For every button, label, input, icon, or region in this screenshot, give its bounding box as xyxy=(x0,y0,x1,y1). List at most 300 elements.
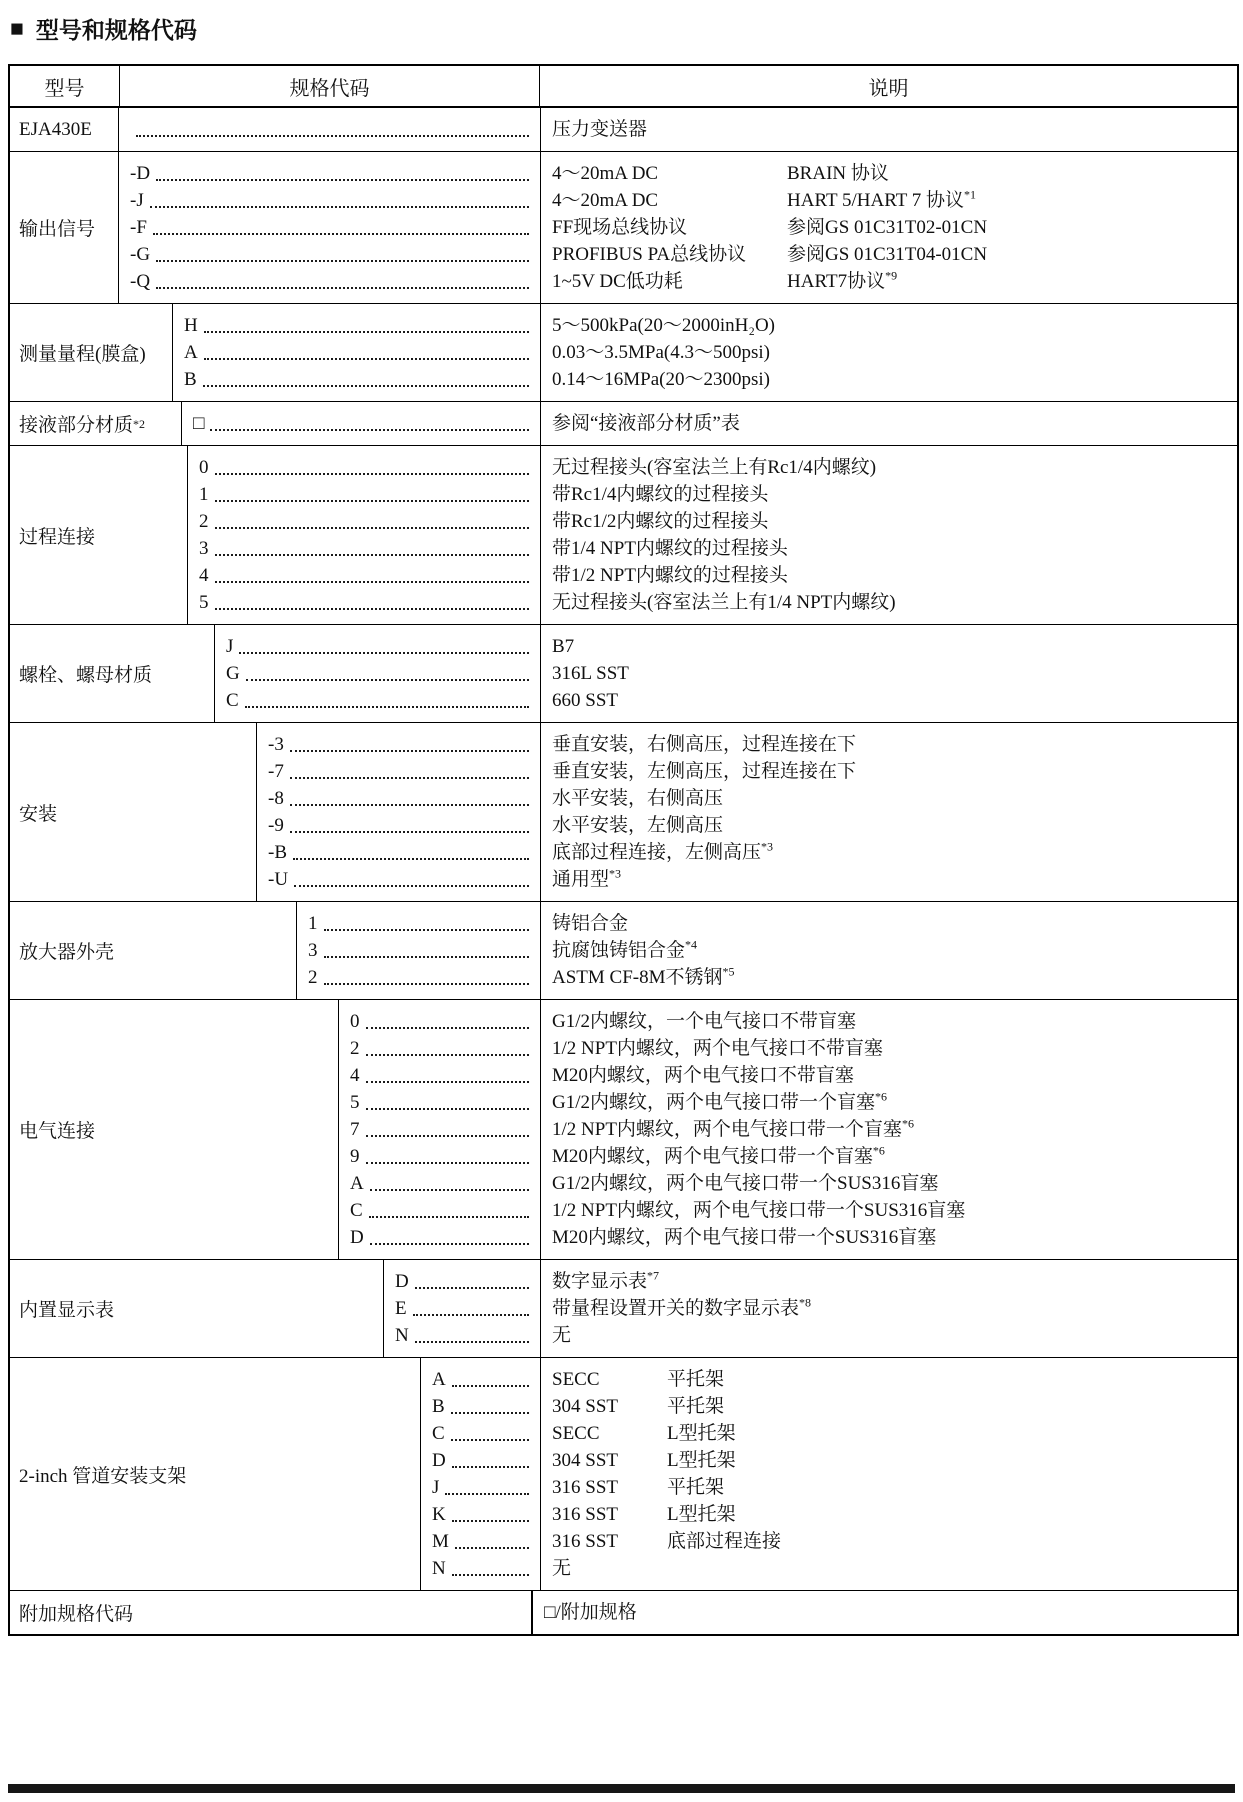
description-text: 无过程接头(容室法兰上有1/4 NPT内螺纹) xyxy=(552,592,896,613)
row-label: 过程连接 xyxy=(19,526,96,548)
dot-leader xyxy=(446,1555,532,1582)
spec-code: 1 xyxy=(308,913,318,934)
row-desc-cell xyxy=(540,446,1237,624)
code-line xyxy=(130,214,532,241)
dot-leader xyxy=(150,268,532,295)
dot-leader xyxy=(209,535,533,562)
spec-code: -Q xyxy=(130,271,151,292)
row-code-cell xyxy=(384,1260,540,1357)
description-line xyxy=(552,508,1231,535)
dot-leader xyxy=(209,454,533,481)
description-text: 0.14～16MPa(20～2300psi) xyxy=(552,369,770,390)
spec-code: N xyxy=(432,1558,446,1579)
row-label: 放大器外壳 xyxy=(19,942,115,963)
dot-leader xyxy=(198,339,532,366)
description-text: □/附加规格 xyxy=(544,1602,637,1623)
code-line xyxy=(432,1528,532,1555)
description-text: 通用型 xyxy=(552,869,610,890)
description-text: G1/2内螺纹，一个电气接口不带盲塞 xyxy=(552,1011,857,1032)
description-line xyxy=(552,1170,1231,1197)
description-text: 水平安装，左侧高压 xyxy=(552,815,724,836)
description-text-secondary: HART 5/HART 7 协议 xyxy=(787,190,965,211)
description-text: 1/2 NPT内螺纹，两个电气接口带一个SUS316盲塞 xyxy=(552,1200,966,1221)
dot-leader xyxy=(318,910,533,937)
code-line xyxy=(268,839,532,866)
dot-leader xyxy=(209,481,533,508)
row-desc-cell xyxy=(540,625,1237,722)
description-text-secondary: HART7协议 xyxy=(787,271,886,292)
description-text: 无 xyxy=(552,1558,572,1579)
code-line xyxy=(432,1447,532,1474)
description-line xyxy=(552,839,1231,866)
section-title-text: 型号和规格代码 xyxy=(35,17,197,43)
description-line xyxy=(552,1528,1231,1555)
row-label-cell xyxy=(10,108,119,151)
spec-code: M xyxy=(432,1531,449,1552)
description-line xyxy=(552,589,1231,616)
code-line xyxy=(268,758,532,785)
row-code-cell xyxy=(297,902,540,999)
row-label: 螺栓、螺母材质 xyxy=(19,665,153,686)
row-code-cell xyxy=(119,108,540,151)
row-desc-cell xyxy=(540,304,1237,401)
description-line xyxy=(552,366,1231,393)
description-text: SECC xyxy=(552,1369,600,1390)
dot-leader xyxy=(360,1089,533,1116)
description-text: 0.03～3.5MPa(4.3～500psi) xyxy=(552,342,770,363)
spec-code: H xyxy=(184,315,198,336)
description-text: M20内螺纹，两个电气接口带一个盲塞 xyxy=(552,1146,873,1167)
spec-code: -F xyxy=(130,217,147,238)
dot-leader xyxy=(204,410,532,437)
table-row xyxy=(10,1000,1237,1260)
description-text-secondary: 参阅GS 01C31T04-01CN xyxy=(787,244,988,265)
spec-code: E xyxy=(395,1298,407,1319)
dot-leader xyxy=(318,937,533,964)
dot-leader xyxy=(360,1008,533,1035)
row-label-cell xyxy=(10,304,173,401)
description-text: 304 SST xyxy=(552,1396,618,1417)
description-text: M20内螺纹，两个电气接口带一个SUS316盲塞 xyxy=(552,1227,937,1248)
spec-code: K xyxy=(432,1504,446,1525)
description-line xyxy=(552,268,1231,295)
spec-code: N xyxy=(395,1325,409,1346)
description-text: 水平安装，右侧高压 xyxy=(552,788,724,809)
header-description: 说明 xyxy=(539,66,1237,106)
code-line xyxy=(199,535,532,562)
description-line xyxy=(552,1035,1231,1062)
description-line xyxy=(552,1224,1231,1251)
dot-leader xyxy=(284,812,532,839)
row-label-cell xyxy=(10,1000,339,1259)
code-line xyxy=(184,339,532,366)
spec-code: -J xyxy=(130,190,144,211)
code-line xyxy=(184,366,532,393)
spec-table xyxy=(8,64,1239,1636)
code-line xyxy=(350,1089,532,1116)
dot-leader xyxy=(449,1528,532,1555)
description-text: 304 SST xyxy=(552,1450,618,1471)
row-label-cell xyxy=(10,902,297,999)
row-label: 安装 xyxy=(19,803,58,825)
description-line xyxy=(552,1393,1231,1420)
row-label: 2-inch 管道安装支架 xyxy=(19,1465,187,1487)
description-text: 压力变送器 xyxy=(552,119,648,140)
spec-code: 2 xyxy=(308,967,318,988)
description-text: 带1/2 NPT内螺纹的过程接头 xyxy=(552,565,788,586)
code-line xyxy=(395,1295,532,1322)
description-text: 5～500kPa(20～2000inH₂O) xyxy=(552,315,775,336)
footnote-ref: *6 xyxy=(901,1116,914,1131)
code-line xyxy=(432,1501,532,1528)
spec-code: C xyxy=(226,690,239,711)
dot-leader xyxy=(407,1295,532,1322)
description-text-secondary: 参阅GS 01C31T02-01CN xyxy=(787,217,988,238)
dot-leader xyxy=(409,1268,532,1295)
description-text: 无 xyxy=(552,1325,572,1346)
row-label: EJA430E xyxy=(19,118,92,140)
spec-code: C xyxy=(432,1423,445,1444)
code-line xyxy=(395,1268,532,1295)
description-text: 垂直安装，左侧高压，过程连接在下 xyxy=(552,761,857,782)
spec-code: G xyxy=(226,663,240,684)
code-line xyxy=(350,1224,532,1251)
row-desc-cell xyxy=(540,1358,1237,1590)
dot-leader xyxy=(318,964,533,991)
dot-leader xyxy=(364,1170,532,1197)
header-model: 型号 xyxy=(10,66,120,106)
code-line xyxy=(130,160,532,187)
spec-code: B xyxy=(184,369,197,390)
description-line xyxy=(552,633,1231,660)
description-text: FF现场总线协议 xyxy=(552,217,688,238)
row-label-cell xyxy=(10,446,188,624)
table-row xyxy=(10,902,1237,1000)
description-line xyxy=(552,1116,1231,1143)
spec-code: □ xyxy=(193,413,205,434)
code-line xyxy=(432,1393,532,1420)
description-line xyxy=(552,812,1231,839)
spec-code: 0 xyxy=(350,1011,360,1032)
dot-leader xyxy=(150,241,532,268)
dot-leader xyxy=(445,1420,532,1447)
dot-leader xyxy=(364,1224,532,1251)
table-row xyxy=(10,625,1237,723)
code-line xyxy=(350,1170,532,1197)
description-line xyxy=(544,1599,1223,1626)
description-text: 316L SST xyxy=(552,663,629,684)
description-line xyxy=(552,785,1231,812)
code-line xyxy=(432,1474,532,1501)
code-line xyxy=(199,562,532,589)
row-label: 内置显示表 xyxy=(19,1300,115,1321)
description-line xyxy=(552,1089,1231,1116)
dot-leader xyxy=(239,687,532,714)
spec-code: 2 xyxy=(350,1038,360,1059)
code-line xyxy=(268,785,532,812)
spec-code: 7 xyxy=(350,1119,360,1140)
row-label-cell: 接液部分材质 *2 xyxy=(10,402,182,445)
footnote-ref: *1 xyxy=(964,187,977,202)
footnote-ref: *6 xyxy=(875,1089,888,1104)
spec-code: 2 xyxy=(199,511,209,532)
description-line xyxy=(552,1143,1231,1170)
description-line xyxy=(552,339,1231,366)
dot-leader xyxy=(360,1143,533,1170)
code-line xyxy=(432,1555,532,1582)
description-line xyxy=(552,1474,1231,1501)
dot-leader xyxy=(197,366,532,393)
description-line xyxy=(552,964,1231,991)
footnote-ref: *4 xyxy=(685,937,698,952)
page-footer-rule xyxy=(8,1784,1235,1793)
row-label: 附加规格代码 xyxy=(19,1604,134,1625)
row-desc-cell xyxy=(540,402,1237,445)
dot-leader xyxy=(287,839,532,866)
description-text: 带Rc1/4内螺纹的过程接头 xyxy=(552,484,769,505)
code-line xyxy=(268,812,532,839)
dot-leader xyxy=(439,1474,532,1501)
row-label: 输出信号 xyxy=(19,219,96,240)
row-desc-cell xyxy=(540,902,1237,999)
dot-leader xyxy=(233,633,532,660)
description-line xyxy=(552,660,1231,687)
footnote-ref: *6 xyxy=(872,1143,885,1158)
row-code-cell xyxy=(257,723,540,901)
description-text: 带量程设置开关的数字显示表 xyxy=(552,1298,800,1319)
dot-leader xyxy=(284,731,532,758)
description-line xyxy=(552,1420,1231,1447)
row-label: 接液部分材质 xyxy=(19,415,134,436)
table-row xyxy=(10,1358,1237,1591)
description-line xyxy=(552,410,1231,437)
spec-code: 4 xyxy=(350,1065,360,1086)
code-line xyxy=(130,241,532,268)
description-text-secondary: L型托架 xyxy=(667,1423,736,1444)
description-line xyxy=(552,1447,1231,1474)
code-line xyxy=(432,1420,532,1447)
description-line xyxy=(552,312,1231,339)
description-text: 带Rc1/2内螺纹的过程接头 xyxy=(552,511,769,532)
description-text: 1/2 NPT内螺纹，两个电气接口带一个盲塞 xyxy=(552,1119,902,1140)
spec-code: A xyxy=(350,1173,364,1194)
description-line xyxy=(552,687,1231,714)
footnote-ref: *3 xyxy=(761,839,774,854)
table-row xyxy=(10,446,1237,625)
code-line xyxy=(308,964,532,991)
code-line xyxy=(308,910,532,937)
table-row xyxy=(10,402,1237,446)
code-line xyxy=(226,660,532,687)
description-text: 底部过程连接，左侧高压 xyxy=(552,842,762,863)
code-line xyxy=(199,481,532,508)
spec-code: -U xyxy=(268,869,289,890)
description-text-secondary: 平托架 xyxy=(667,1369,725,1390)
description-line xyxy=(552,1062,1231,1089)
spec-code: -G xyxy=(130,244,151,265)
description-line xyxy=(552,116,1231,143)
table-header-row xyxy=(10,66,1237,108)
dot-leader xyxy=(240,660,532,687)
dot-leader xyxy=(360,1035,533,1062)
footnote-ref: *9 xyxy=(885,268,898,283)
description-text: SECC xyxy=(552,1423,600,1444)
row-code-cell xyxy=(215,625,540,722)
code-line xyxy=(395,1322,532,1349)
spec-code: 3 xyxy=(308,940,318,961)
spec-code: D xyxy=(350,1227,364,1248)
description-line xyxy=(552,1322,1231,1349)
code-line xyxy=(130,187,532,214)
description-text-secondary: BRAIN 协议 xyxy=(787,163,889,184)
spec-code: 4 xyxy=(199,565,209,586)
spec-code: D xyxy=(395,1271,409,1292)
code-line xyxy=(308,937,532,964)
dot-leader xyxy=(445,1393,532,1420)
dot-leader xyxy=(446,1447,532,1474)
description-text: B7 xyxy=(552,636,575,657)
description-line xyxy=(552,1555,1231,1582)
dot-leader xyxy=(284,785,532,812)
description-text: 垂直安装，右侧高压，过程连接在下 xyxy=(552,734,857,755)
description-text: 铸铝合金 xyxy=(552,913,629,934)
section-title xyxy=(10,12,1243,45)
code-line xyxy=(350,1062,532,1089)
description-text: G1/2内螺纹，两个电气接口带一个盲塞 xyxy=(552,1092,876,1113)
description-line xyxy=(552,241,1231,268)
code-line xyxy=(199,589,532,616)
description-line xyxy=(552,454,1231,481)
row-label-cell xyxy=(10,1591,532,1634)
row-code-cell xyxy=(421,1358,540,1590)
spec-code: 5 xyxy=(199,592,209,613)
row-desc-cell xyxy=(540,1260,1237,1357)
spec-code: J xyxy=(226,636,234,657)
row-desc-cell xyxy=(540,1000,1237,1259)
dot-leader xyxy=(209,508,533,535)
description-line xyxy=(552,1366,1231,1393)
description-line xyxy=(552,562,1231,589)
spec-code: D xyxy=(432,1450,446,1471)
spec-code: -8 xyxy=(268,788,284,809)
dot-leader xyxy=(209,562,533,589)
description-line xyxy=(552,1268,1231,1295)
code-line xyxy=(226,633,532,660)
footnote-ref: *8 xyxy=(799,1295,812,1310)
row-code-cell xyxy=(339,1000,540,1259)
description-text: 4～20mA DC xyxy=(552,190,659,211)
row-label-cell xyxy=(10,1260,384,1357)
footnote-ref: *3 xyxy=(609,866,622,881)
row-code-cell xyxy=(182,402,540,445)
row-label-cell xyxy=(10,723,257,901)
spec-code: 0 xyxy=(199,457,209,478)
dot-leader xyxy=(147,214,532,241)
table-row xyxy=(10,1591,1237,1634)
spec-code: B xyxy=(432,1396,445,1417)
table-row xyxy=(10,1260,1237,1358)
description-line xyxy=(552,731,1231,758)
dot-leader xyxy=(446,1501,532,1528)
description-text-secondary: 平托架 xyxy=(667,1477,725,1498)
code-line xyxy=(199,454,532,481)
dot-leader xyxy=(446,1366,532,1393)
description-text: 4～20mA DC xyxy=(552,163,659,184)
row-label-cell xyxy=(10,625,215,722)
description-text-secondary: 平托架 xyxy=(667,1396,725,1417)
row-label: 电气连接 xyxy=(19,1121,96,1142)
description-text: 316 SST xyxy=(552,1531,618,1552)
description-text: PROFIBUS PA总线协议 xyxy=(552,244,747,265)
table-row xyxy=(10,152,1237,304)
row-label-cell xyxy=(10,152,119,303)
code-line xyxy=(432,1366,532,1393)
description-text: 带1/4 NPT内螺纹的过程接头 xyxy=(552,538,788,559)
header-spec-code: 规格代码 xyxy=(289,77,370,100)
description-line xyxy=(552,1501,1231,1528)
description-text: 抗腐蚀铸铝合金 xyxy=(552,940,686,961)
code-line xyxy=(130,268,532,295)
spec-code: -D xyxy=(130,163,151,184)
code-line xyxy=(268,866,532,893)
spec-code: A xyxy=(184,342,198,363)
description-line xyxy=(552,1197,1231,1224)
description-line xyxy=(552,866,1231,893)
code-line xyxy=(130,116,532,143)
code-line xyxy=(350,1197,532,1224)
code-line xyxy=(350,1143,532,1170)
dot-leader xyxy=(363,1197,532,1224)
description-text-secondary: L型托架 xyxy=(667,1450,736,1471)
code-line xyxy=(184,312,532,339)
row-code-cell xyxy=(173,304,540,401)
description-text: 无过程接头(容室法兰上有Rc1/4内螺纹) xyxy=(552,457,877,478)
description-line xyxy=(552,1008,1231,1035)
row-desc-cell xyxy=(532,1591,1229,1634)
description-text-secondary: 底部过程连接 xyxy=(667,1531,782,1552)
table-row xyxy=(10,108,1237,152)
description-text: ASTM CF-8M不锈钢 xyxy=(552,967,723,988)
row-label: 测量量程(膜盒) xyxy=(19,344,146,365)
code-line xyxy=(226,687,532,714)
description-text: M20内螺纹，两个电气接口不带盲塞 xyxy=(552,1065,854,1086)
description-line xyxy=(552,187,1231,214)
description-text: 参阅“接液部分材质”表 xyxy=(552,413,740,434)
spec-code: 5 xyxy=(350,1092,360,1113)
dot-leader xyxy=(288,866,532,893)
row-desc-cell xyxy=(540,152,1237,303)
row-code-cell xyxy=(188,446,540,624)
spec-code: 1 xyxy=(199,484,209,505)
code-line xyxy=(350,1116,532,1143)
description-line xyxy=(552,1295,1231,1322)
description-line xyxy=(552,214,1231,241)
spec-code: -3 xyxy=(268,734,284,755)
dot-leader xyxy=(409,1322,532,1349)
dot-leader xyxy=(130,116,532,143)
row-desc-cell xyxy=(540,723,1237,901)
description-text: 1~5V DC低功耗 xyxy=(552,271,683,292)
description-line xyxy=(552,160,1231,187)
code-line xyxy=(199,508,532,535)
description-line xyxy=(552,937,1231,964)
spec-code: J xyxy=(432,1477,440,1498)
spec-code: -7 xyxy=(268,761,284,782)
spec-code: C xyxy=(350,1200,363,1221)
spec-code: A xyxy=(432,1369,446,1390)
dot-leader xyxy=(284,758,532,785)
spec-code: 9 xyxy=(350,1146,360,1167)
